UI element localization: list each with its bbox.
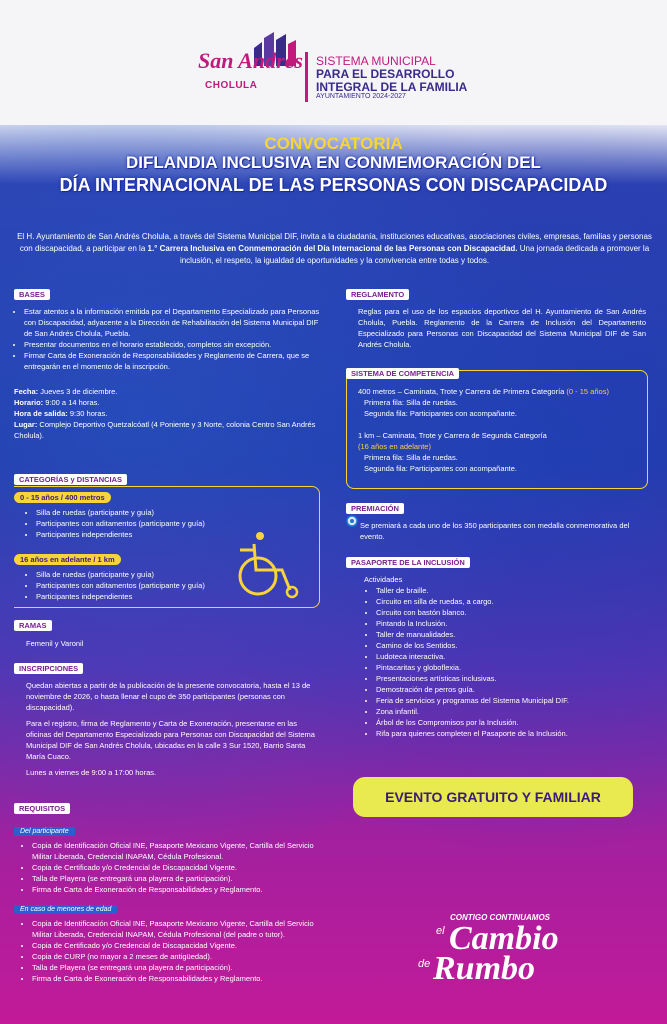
bases-section [14, 284, 324, 441]
evento-gratuito-banner: EVENTO GRATUITO Y FAMILIAR [353, 777, 633, 817]
categorias-title: CATEGORÍAS y DISTANCIAS [14, 474, 127, 485]
requisitos-title: REQUISITOS [14, 803, 70, 814]
competencia-title: SISTEMA DE COMPETENCIA [346, 368, 459, 379]
list-item: • Copia de CURP (no mayor a 2 meses de antigüedad). [32, 951, 319, 962]
requisitos-sub1: Del participante [14, 827, 75, 836]
intro-paragraph [12, 231, 657, 267]
list-item: • Rifa para quienes completen el Pasaporte de la Inclusión. [376, 728, 646, 739]
r2-b: Segunda fila: Participantes con acompañante. [364, 464, 518, 473]
premiacion-section [346, 498, 646, 542]
list-item: • Copia de Identificación Oficial INE, Pasaporte Mexicano Vigente, Cartilla del Servicio Militar Liberada, Credencial INAPAM, Cédula Profesional (del padre o tutor). [32, 918, 319, 940]
list-item: • Copia de Certificado y/o Credencial de Discapacidad Vigente. [32, 862, 319, 873]
ramas-text: Femenil y Varonil [26, 639, 84, 648]
intro-text-bold: 1.° Carrera Inclusiva en Conmemoración del Día Internacional de las Personas con Discapacidad. [147, 244, 518, 253]
inscripciones-title: INSCRIPCIONES [14, 663, 83, 674]
r1-main: 400 metros – Caminata, Trote y Carrera de Primera Categoría [358, 387, 567, 396]
logo-san-andres: San Andrés [198, 48, 303, 73]
list-item: • Taller de braille. [376, 585, 646, 596]
list-item: • Ludoteca interactiva. [376, 651, 646, 662]
reglamento-section [346, 284, 646, 350]
lugar-value: Complejo Deportivo Quetzalcóatl (4 Poniente y 3 Norte, colonia Centro San Andrés Cholula). [14, 420, 316, 440]
dif-line-4: AYUNTAMIENTO 2024-2027 [316, 93, 406, 100]
list-item: • Camino de los Sentidos. [376, 640, 646, 651]
list-item: • Talla de Playera (se entregará una playera de participación). [32, 873, 319, 884]
list-item: • Firma de Carta de Exoneración de Responsabilidades y Reglamento. [32, 973, 319, 984]
list-item: • Presentaciones artísticas inclusivas. [376, 673, 646, 684]
salida-label: Hora de salida: [14, 409, 68, 418]
list-item: • Participantes con aditamentos (participante y guía) [36, 580, 314, 591]
horario-value: 9:00 a 14 horas. [43, 398, 100, 407]
list-item: • Zona infantil. [376, 706, 646, 717]
inscripciones-p2: Para el registro, firma de Reglamento y Carta de Exoneración, presentarse en las oficinas del Departamento Especializado para Personas con Discapacidad del Sistema Municipal DIF de San Andrés Cholula, ubicadas en la calle 3 Sur 1520, Barrio Santa María Cuaco. [26, 719, 315, 761]
medal-icon [346, 515, 358, 527]
intro-text-2: Una jornada dedicada a promover la inclusión, el respeto, la igualdad de oportunidades y la convivencia entre todas y todos. [179, 244, 650, 265]
r1-b: Segunda fila: Participantes con acompañante. [364, 409, 518, 418]
ramas-title: RAMAS [14, 620, 52, 631]
list-item: • Circuito en silla de ruedas, a cargo. [376, 596, 646, 607]
r2-a: Primera fila: Silla de ruedas. [364, 453, 458, 462]
title-line-3: DÍA INTERNACIONAL DE LAS PERSONAS CON DISCAPACIDAD [59, 175, 608, 195]
fecha-value: Jueves 3 de diciembre. [38, 387, 118, 396]
bases-title: BASES [14, 289, 50, 300]
premiacion-text: Se premiará a cada uno de los 350 participantes con medalla conmemorativa del evento. [360, 521, 630, 541]
list-item: • Copia de Certificado y/o Credencial de Discapacidad Vigente. [32, 940, 319, 951]
competencia-r2 [346, 430, 646, 474]
list-item: • Pintacaritas y globoflexia. [376, 662, 646, 673]
inscripciones-p1: Quedan abiertas a partir de la publicación de la presente convocatoria, hasta el 13 de noviembre de 2026, o hasta llenar el cupo de 350 participantes (personas con discapacidad). [26, 681, 311, 712]
list-item: • Silla de ruedas (participante y guía) [36, 507, 314, 518]
list-item: • Feria de servicios y programas del Sistema Municipal DIF. [376, 695, 646, 706]
slogan-el: el [436, 925, 445, 937]
dif-line-2: PARA EL DESARROLLO [316, 67, 455, 81]
list-item: • Taller de manualidades. [376, 629, 646, 640]
pasaporte-list [346, 585, 646, 739]
header-divider [305, 52, 308, 102]
list-item: • Silla de ruedas (participante y guía) [36, 569, 314, 580]
reglamento-title: REGLAMENTO [346, 289, 409, 300]
dif-line-1: SISTEMA MUNICIPAL [316, 54, 436, 68]
premiacion-title: PREMIACIÓN [346, 503, 404, 514]
list-item: • Pintando la Inclusión. [376, 618, 646, 629]
slogan-line-1: CONTIGO CONTINUAMOS [450, 913, 550, 922]
group2-label: 16 años en adelante / 1 km [14, 554, 121, 565]
intro-text-1: El H. Ayuntamiento de San Andrés Cholula, a través del Sistema Municipal DIF, invita a la ciudadanía, instituciones educativas, asociaciones civiles, empresas, familias y personas con discapacidad, a participar en la [17, 232, 652, 253]
fecha-label: Fecha: [14, 387, 39, 396]
horario-label: Horario: [14, 398, 44, 407]
list-item: • Circuito con bastón blanco. [376, 607, 646, 618]
list-item: • Firmar Carta de Exoneración de Responsabilidades y Reglamento de Carrera, que se entregarán en el momento de la inscripción. [24, 350, 324, 372]
slogan-rumbo: Rumbo [433, 950, 536, 987]
r2-age: (16 años en adelante) [358, 442, 431, 451]
list-item: • Firma de Carta de Exoneración de Responsabilidades y Reglamento. [32, 884, 319, 895]
title-line-2: DIFLANDIA INCLUSIVA EN CONMEMORACIÓN DEL [126, 153, 541, 172]
list-item: • Participantes con aditamentos (participante y guía) [36, 518, 314, 529]
list-item: • Copia de Identificación Oficial INE, Pasaporte Mexicano Vigente, Cartilla del Servicio Militar Liberada, Credencial INAPAM, Cédula Profesional. [32, 840, 319, 862]
lugar-label: Lugar: [14, 420, 38, 429]
r1-a: Primera fila: Silla de ruedas. [364, 398, 458, 407]
list-item: • Presentar documentos en el horario establecido, completos sin excepción. [24, 339, 324, 350]
list-item: • Talla de Playera (se entregará una playera de participación). [32, 962, 319, 973]
categorias-section [14, 469, 324, 487]
inscripciones-section [14, 658, 319, 778]
bases-details [14, 386, 324, 441]
competencia-r1 [346, 386, 646, 419]
slogan-cambio: Cambio [449, 920, 559, 957]
r1-age: (0 - 15 años) [566, 387, 609, 396]
list-item: • Participantes independientes [36, 529, 314, 540]
ramas-section [14, 615, 324, 649]
pasaporte-title: PASAPORTE DE LA INCLUSIÓN [346, 557, 470, 568]
requisitos-section [14, 798, 319, 984]
slogan-de: de [418, 958, 431, 970]
logo-cholula: CHOLULA [205, 80, 258, 91]
pasaporte-section [346, 552, 646, 739]
r2-main: 1 km – Caminata, Trote y Carrera de Segunda Categoría [358, 431, 547, 440]
group1-label: 0 - 15 años / 400 metros [14, 492, 111, 503]
reglamento-text: Reglas para el uso de los espacios deportivos del H. Ayuntamiento de San Andrés Cholula, Puebla. Reglamento de la Carrera de Inclusión del Departamento Especializado para Personas con Discapacidad del Sistema Municipal DIF de San Andrés Cholula. [358, 307, 646, 349]
inscripciones-p3: Lunes a viernes de 9:00 a 17:00 horas. [26, 768, 157, 777]
bases-list [14, 306, 324, 372]
dif-line-3: INTEGRAL DE LA FAMILIA [316, 80, 468, 94]
requisitos-sub2: En caso de menores de edad [14, 905, 117, 914]
list-item: • Estar atentos a la información emitida por el Departamento Especializado para Personas con Discapacidad, adyacente a la Dirección de Rehabilitación del Sistema Municipal DIF de San Andrés Cholula, Puebla. [24, 306, 324, 339]
competencia-section [346, 363, 646, 474]
list-item: • Árbol de los Compromisos por la Inclusión. [376, 717, 646, 728]
list-item: • Demostración de perros guía. [376, 684, 646, 695]
wheelchair-icon [232, 530, 310, 600]
pasaporte-subtitle: Actividades [364, 575, 403, 584]
title-convocatoria: CONVOCATORIA [264, 134, 403, 153]
list-item: • Participantes independientes [36, 591, 314, 602]
salida-value: 9:30 horas. [67, 409, 108, 418]
